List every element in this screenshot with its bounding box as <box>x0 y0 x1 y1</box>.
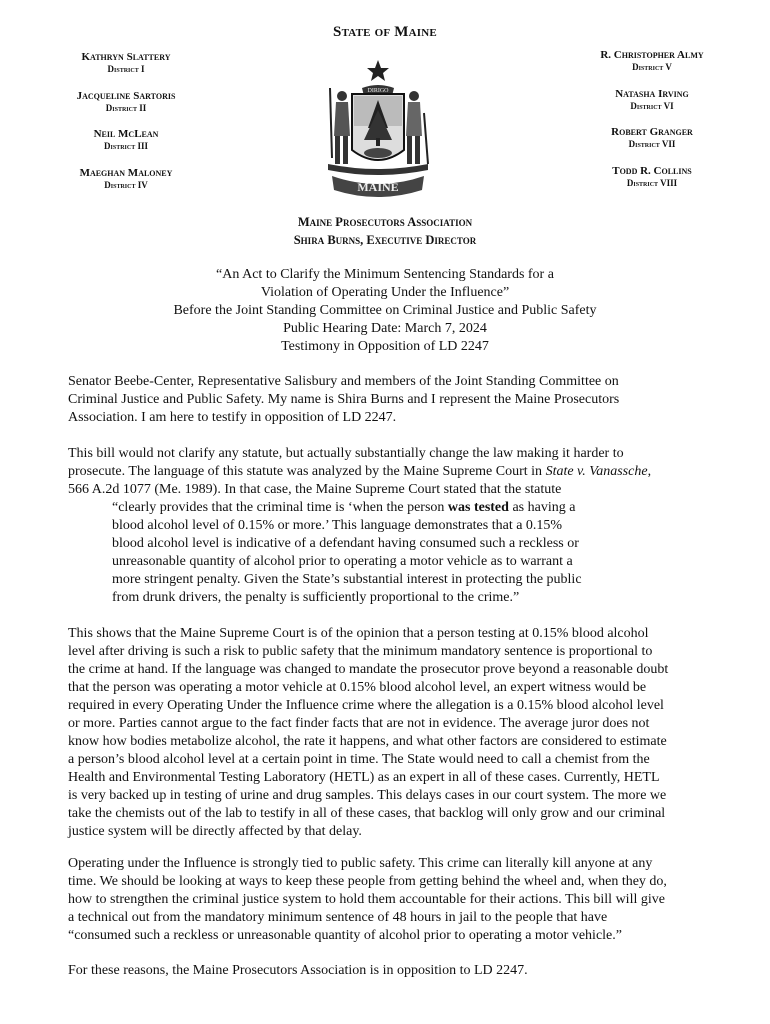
org-director: Shira Burns, Executive Director <box>293 233 477 247</box>
text-line: how to strengthen the criminal justice system to hold them accountable for their actions. This bill will give <box>68 892 665 907</box>
quote-line <box>112 499 642 517</box>
bill-line: “An Act to Clarify the Minimum Sentencing Standards for a <box>216 267 554 282</box>
paragraph-public-safety <box>68 855 718 945</box>
member-name: Todd R. Collins <box>612 165 692 177</box>
quote-line: blood alcohol level of 0.15% or more.’ This language demonstrates that a 0.15% <box>112 518 563 533</box>
bill-title-block <box>0 266 770 356</box>
case-citation: State v. Vanassche <box>545 464 648 479</box>
text-line: know how bodies metabolize alcohol, the rate it happens, and what other factors are considered to estimate <box>68 734 667 749</box>
org-name: Maine Prosecutors Association <box>297 215 473 229</box>
paragraph-statute <box>68 445 718 499</box>
text-line: Association. I am here to testify in opposition of LD 2247. <box>68 410 397 425</box>
paragraph-analysis <box>68 625 718 841</box>
text-segment: “clearly provides that the criminal time is ‘when the person <box>112 500 448 515</box>
member-district-1 <box>41 51 211 75</box>
paragraph-intro <box>68 373 718 427</box>
member-name: Robert Granger <box>611 126 693 138</box>
member-name: Jacqueline Sartoris <box>76 90 176 102</box>
text-line: is very backed up in testing of urine and drug samples. This delays cases in our court system. The more we <box>68 788 667 803</box>
member-district: District VI <box>630 101 674 111</box>
member-district: District II <box>105 103 147 113</box>
text-segment: prosecute. The language of this statute was analyzed by the Maine Supreme Court in <box>68 464 546 479</box>
text-line: that the person was operating a motor vehicle at 0.15% blood alcohol level, an expert witness would be <box>68 680 647 695</box>
member-district-5 <box>567 49 737 73</box>
court-quote <box>112 499 642 607</box>
quote-line: more stringent penalty. Given the State’s substantial interest in protecting the public <box>112 572 582 587</box>
member-district-3 <box>41 128 211 152</box>
member-name: R. Christopher Almy <box>600 49 704 61</box>
member-district-8 <box>567 165 737 189</box>
text-segment: as having a <box>508 500 576 515</box>
member-district: District IV <box>104 180 148 190</box>
member-district-6 <box>567 88 737 112</box>
member-name: Neil McLean <box>93 128 159 140</box>
text-line: Criminal Justice and Public Safety. My name is Shira Burns and I represent the Maine Prosecutors <box>68 392 620 407</box>
text-line <box>68 463 718 481</box>
text-line: a person’s blood alcohol level at a certain point in time. The State would need to call a chemist from the <box>68 752 650 767</box>
text-line: level after driving is such a risk to public safety that the minimum mandatory sentence is proportional to <box>68 644 653 659</box>
emphasis-text: was tested <box>447 500 509 515</box>
text-line: 566 A.2d 1077 (Me. 1989). In that case, the Maine Supreme Court stated that the statute <box>68 482 562 497</box>
text-line: Operating under the Influence is strongly tied to public safety. This crime can literally kill anyone at any <box>68 856 653 871</box>
maine-state-seal-icon <box>318 58 438 200</box>
page-title: State of Maine <box>333 24 437 40</box>
text-line: For these reasons, the Maine Prosecutors Association is in opposition to LD 2247. <box>68 963 528 978</box>
text-line: required in every Operating Under the Influence crime where the allegation is a 0.15% blood alcohol level <box>68 698 664 713</box>
text-line: take the chemists out of the lab to testify in all of these cases, that backlog will only grow and our criminal <box>68 806 666 821</box>
seal-name-text: MAINE <box>357 180 399 194</box>
text-line: justice system will be directly affected by that delay. <box>68 824 362 839</box>
quote-line: unreasonable quantity of alcohol prior to operating a motor vehicle as to warrant a <box>112 554 573 569</box>
member-district: District V <box>632 62 672 72</box>
bill-line: Before the Joint Standing Committee on Criminal Justice and Public Safety <box>173 303 597 318</box>
member-district: District I <box>107 64 145 74</box>
member-name: Kathryn Slattery <box>81 51 171 63</box>
paragraph-conclusion <box>68 962 718 980</box>
member-district-2 <box>41 90 211 114</box>
bill-line: Public Hearing Date: March 7, 2024 <box>283 321 487 336</box>
member-district-7 <box>567 126 737 150</box>
text-line: “consumed such a reckless or unreasonable quantity of alcohol prior to operating a motor vehicle.” <box>68 928 622 943</box>
bill-line: Testimony in Opposition of LD 2247 <box>281 339 489 354</box>
text-line: or more. Parties cannot argue to the fact finder facts that are not in evidence. The average juror does not <box>68 716 650 731</box>
seal-motto-text: DIRIGO <box>367 88 389 94</box>
quote-line: blood alcohol level is indicative of a defendant having consumed such a reckless or <box>112 536 579 551</box>
text-segment: , <box>647 464 652 479</box>
member-district: District VIII <box>626 178 678 188</box>
member-district: District III <box>104 141 148 151</box>
member-district-4 <box>41 167 211 191</box>
text-line: time. We should be looking at ways to keep these people from getting behind the wheel and, when they do, <box>68 874 667 889</box>
text-line: This bill would not clarify any statute, but actually substantially change the law making it harder to <box>68 446 624 461</box>
text-line: Health and Environmental Testing Laboratory (HETL) as an expert in all of these cases. Currently, HETL <box>68 770 660 785</box>
text-line: This shows that the Maine Supreme Court is of the opinion that a person testing at 0.15% blood alcohol <box>68 626 649 641</box>
text-line: Senator Beebe-Center, Representative Salisbury and members of the Joint Standing Committee on <box>68 374 619 389</box>
member-district: District VII <box>628 139 676 149</box>
bill-line: Violation of Operating Under the Influence” <box>260 285 510 300</box>
text-line: the crime at hand. If the language was changed to mandate the prosecutor prove beyond a reasonable doubt <box>68 662 669 677</box>
member-name: Maeghan Maloney <box>79 167 173 179</box>
quote-line: from drunk drivers, the penalty is sufficiently proportional to the crime.” <box>112 590 520 605</box>
text-line: a technical out from the mandatory minimum sentence of 48 hours in jail to the people that have <box>68 910 608 925</box>
member-name: Natasha Irving <box>615 88 689 100</box>
